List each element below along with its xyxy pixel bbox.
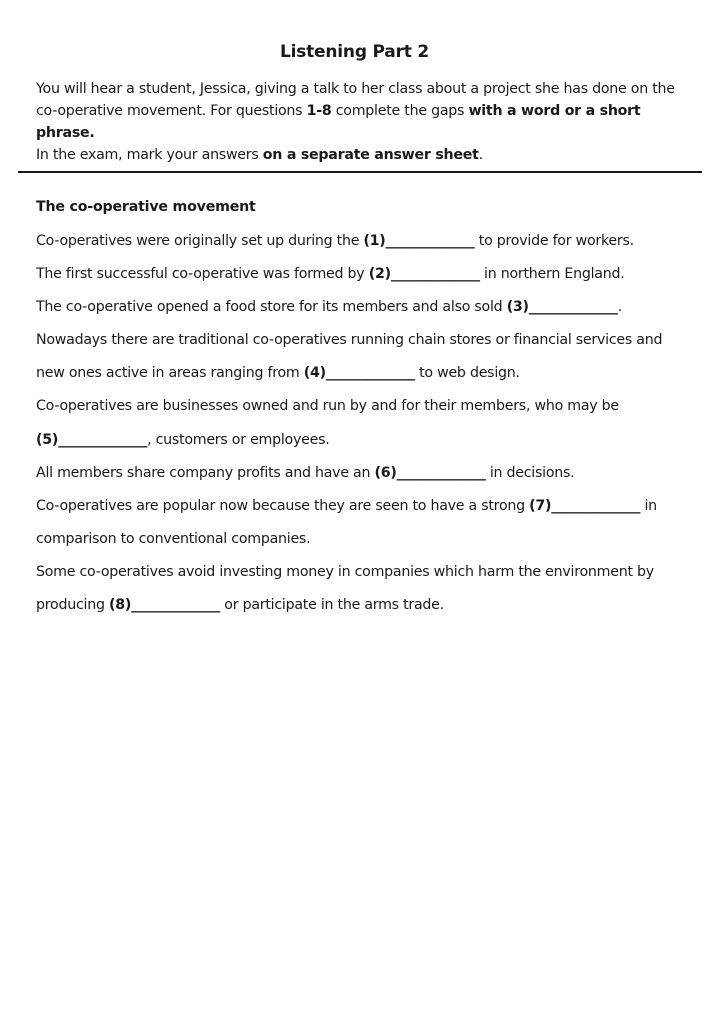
question-text: The first successful co-operative was formed by	[36, 266, 369, 283]
question-number: (2)	[368, 266, 391, 283]
instructions	[36, 78, 686, 166]
answer-gap[interactable]	[375, 465, 486, 481]
question-item	[36, 225, 686, 258]
answer-gap[interactable]	[507, 299, 618, 315]
answer-gap[interactable]	[36, 432, 147, 448]
question-item	[36, 490, 686, 556]
question-number: (8)	[108, 597, 132, 614]
answer-gap[interactable]	[304, 365, 415, 381]
question-list	[36, 225, 686, 622]
question-text: Some co-operatives avoid investing money in companies which harm the environment by producing	[36, 563, 654, 614]
question-text: to web design.	[414, 365, 520, 382]
question-text: Co-operatives are popular now because they are seen to have a strong	[36, 497, 530, 514]
gap-blank: _____________	[390, 266, 480, 283]
gap-blank: _____________	[396, 464, 486, 481]
question-text: to provide for workers.	[474, 233, 634, 249]
instructions-emphasis: with a word or a short phrase.	[36, 103, 641, 141]
question-number: (5)	[36, 431, 59, 448]
question-text: All members share company profits and have an	[36, 464, 375, 481]
question-number: (1)	[363, 233, 386, 249]
question-text: Co-operatives were originally set up during the	[36, 233, 364, 249]
page-title: Listening Part 2	[279, 42, 430, 62]
gap-blank: _____________	[385, 233, 475, 249]
answer-gap[interactable]	[369, 266, 480, 282]
instructions-text: In the exam, mark your answers	[36, 147, 263, 163]
question-range: 1-8	[306, 103, 332, 119]
gap-blank: _____________	[58, 431, 148, 448]
instructions-emphasis: on a separate answer sheet	[262, 147, 479, 163]
question-item	[36, 258, 686, 291]
question-text: in northern England.	[479, 266, 625, 283]
gap-blank: _____________	[551, 497, 641, 514]
instructions-text: .	[478, 147, 483, 163]
gap-blank: _____________	[131, 597, 221, 614]
question-text: Co-operatives are businesses owned and run by and for their members, who may be	[36, 398, 619, 415]
answer-gap[interactable]	[109, 597, 220, 613]
question-text: The co-operative opened a food store for its members and also sold	[36, 299, 507, 316]
instructions-paragraph-2	[36, 144, 686, 166]
answer-gap[interactable]	[529, 498, 640, 514]
question-item	[36, 291, 686, 324]
answer-gap[interactable]	[363, 233, 474, 249]
gap-blank: _____________	[325, 365, 415, 382]
instructions-text: You will hear a student, Jessica, giving a talk to her class about a project she has done on the co-operative movement. For questions	[36, 81, 675, 119]
gap-blank: _____________	[528, 299, 618, 316]
instructions-paragraph-1	[36, 78, 686, 144]
question-item	[36, 457, 686, 490]
section-heading: The co-operative movement	[36, 199, 256, 215]
question-number: (3)	[506, 299, 529, 316]
question-item	[36, 324, 686, 390]
question-item	[36, 556, 686, 622]
question-text: .	[617, 299, 623, 316]
question-text: Nowadays there are traditional co-operatives running chain stores or financial services and new ones active in areas ranging from	[36, 332, 663, 382]
section-divider	[18, 171, 702, 173]
question-text: in decisions.	[485, 464, 575, 481]
question-text: in comparison to conventional companies.	[36, 497, 657, 547]
question-number: (6)	[374, 464, 397, 481]
instructions-text: complete the gaps	[331, 103, 469, 119]
question-text: or participate in the arms trade.	[220, 597, 444, 614]
question-text: , customers or employees.	[147, 431, 330, 448]
question-item	[36, 390, 686, 456]
question-number: (4)	[303, 365, 326, 382]
question-number: (7)	[529, 497, 552, 514]
